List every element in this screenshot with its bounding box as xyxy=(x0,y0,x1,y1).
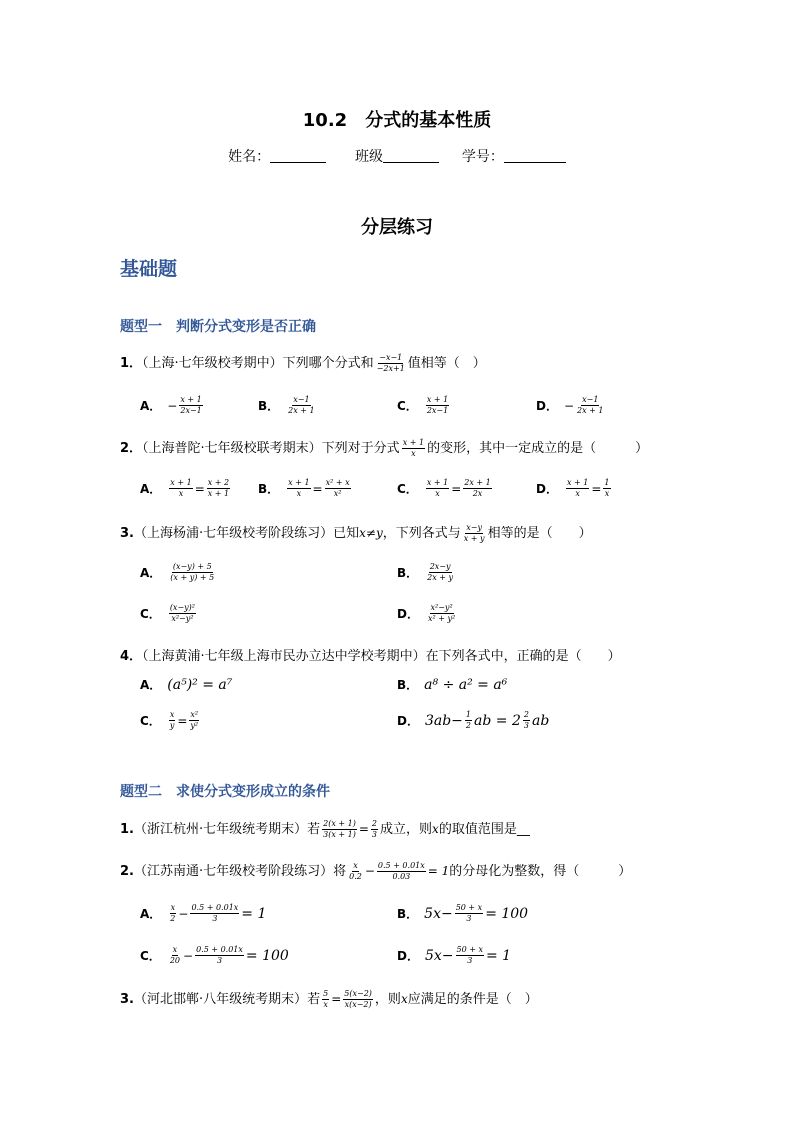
option-label: A． xyxy=(140,566,162,580)
s1-q4-option-d[interactable] xyxy=(397,710,549,731)
section1-heading: 题型一 判断分式变形是否正确 xyxy=(120,319,316,335)
frac-den: 2x + 1 xyxy=(288,406,315,415)
frac-num: 1 xyxy=(604,478,610,487)
option-expr: (a⁵)² = a⁷ xyxy=(167,676,233,693)
option-left-fraction xyxy=(169,710,176,731)
frac-num: 0.5 + 0.01x xyxy=(196,945,243,954)
question-text: （上海黄浦·七年级上海市民办立达中学校考期中）在下列各式中，正确的是（ ） xyxy=(142,649,621,664)
option-label: D． xyxy=(536,482,558,496)
frac-den: 2x−1 xyxy=(180,406,202,415)
class-label: 班级 xyxy=(355,149,383,165)
s1-q3-option-c[interactable] xyxy=(140,603,198,624)
option-fraction xyxy=(287,395,315,416)
s1-q1-option-d[interactable] xyxy=(536,395,607,416)
name-label: 姓名： xyxy=(228,149,271,165)
name-blank[interactable] xyxy=(270,148,326,163)
stem-fraction xyxy=(402,438,425,459)
question-tail: 相等的是（ ） xyxy=(487,526,592,541)
stem-fraction xyxy=(376,353,406,374)
frac-num: x + 1 xyxy=(170,478,192,487)
s2-q1-stem xyxy=(120,818,530,840)
option-fraction-a xyxy=(169,945,181,966)
frac-den: x² xyxy=(333,489,342,498)
s2-q2-option-d[interactable] xyxy=(397,945,511,966)
frac-den: 2x−1 xyxy=(426,406,449,415)
frac-den: 0.2 xyxy=(349,872,362,881)
s2-q3-stem xyxy=(120,988,538,1010)
question-tail-2: 的取值范围是__ xyxy=(438,822,530,837)
option-label: A． xyxy=(140,399,162,413)
option-prefix: 5x− xyxy=(424,905,453,922)
frac-num: 2 xyxy=(523,710,529,719)
frac-den: x xyxy=(575,489,580,498)
s1-q1-option-a[interactable] xyxy=(140,395,205,416)
frac-den: 20 xyxy=(169,956,180,965)
option-fraction xyxy=(179,395,202,416)
option-fraction xyxy=(465,710,472,731)
option-left-fraction xyxy=(426,478,449,499)
frac-num: 2x−y xyxy=(429,562,451,571)
option-expr: a⁸ ÷ a² = a⁶ xyxy=(424,676,508,693)
page-title: 10.2 分式的基本性质 xyxy=(302,110,492,131)
frac-num: x xyxy=(169,710,175,719)
frac-num: 1 xyxy=(465,710,472,719)
equals-sign: = xyxy=(358,822,369,836)
option-fraction-a xyxy=(169,903,176,924)
frac-num: (x−y) + 5 xyxy=(172,562,212,571)
option-label: D． xyxy=(536,399,558,413)
question-number: 3. xyxy=(120,526,134,541)
question-number: 2. xyxy=(120,864,134,879)
section-title: 分层练习 xyxy=(361,217,433,238)
level-heading: 基础题 xyxy=(120,258,178,280)
variable: x xyxy=(432,822,439,836)
option-label: C． xyxy=(140,714,161,728)
frac-num: x + 1 xyxy=(426,478,449,487)
s1-q4-option-a[interactable] xyxy=(140,676,232,693)
frac-den: 2x + y xyxy=(427,573,454,582)
question-text: （上海普陀·七年级校联考期末）下列对于分式 xyxy=(142,441,400,456)
right-fraction xyxy=(343,989,373,1010)
frac-den: x² + y² xyxy=(427,614,456,623)
frac-den: 2x xyxy=(472,489,483,498)
frac-num: x²−y² xyxy=(430,603,453,612)
question-tail: 的分母化为整数，得（ ） xyxy=(449,864,632,879)
frac-den: 3 xyxy=(466,914,472,923)
frac-num: x + 2 xyxy=(207,478,230,487)
frac-num: x xyxy=(353,861,358,870)
frac-num: (x−y)² xyxy=(169,603,195,612)
question-number: 2． xyxy=(120,441,143,456)
option-label: A． xyxy=(140,678,162,692)
frac-den: 3(x + 1) xyxy=(323,830,356,839)
frac-den: x + y xyxy=(463,534,485,543)
variable: x xyxy=(400,992,408,1006)
option-right-fraction xyxy=(325,478,351,499)
frac-num: x + 1 xyxy=(180,395,202,404)
frac-den: y² xyxy=(190,721,199,730)
option-fraction-2 xyxy=(523,710,530,731)
option-fraction-b xyxy=(455,903,483,924)
option-prefix: 5x− xyxy=(424,947,454,964)
equation-rhs: = 1 xyxy=(427,864,450,878)
option-right-fraction xyxy=(207,478,230,499)
frac-den: 3 xyxy=(523,721,529,730)
equals-sign: = xyxy=(312,481,323,496)
option-right-fraction xyxy=(189,710,199,731)
id-label: 学号： xyxy=(461,149,504,165)
s1-q2-option-d[interactable] xyxy=(536,478,613,499)
s1-q1-option-c[interactable] xyxy=(397,395,451,416)
frac-num: x + 1 xyxy=(288,478,310,487)
minus-sign: − xyxy=(178,906,189,921)
frac-num: 0.5 + 0.01x xyxy=(377,861,425,870)
equals-sign: = xyxy=(591,481,602,496)
question-text: （浙江杭州·七年级统考期末）若 xyxy=(133,822,321,837)
s1-q3-option-b[interactable] xyxy=(397,562,456,583)
frac-num: 5 xyxy=(323,989,329,998)
s1-q3-option-a[interactable] xyxy=(140,562,217,583)
frac-den: −2x+1 xyxy=(376,364,405,373)
frac-den: 3 xyxy=(467,956,473,965)
option-left-fraction xyxy=(566,478,589,499)
option-left-fraction xyxy=(169,478,192,499)
option-rhs: = 100 xyxy=(245,947,289,964)
option-fraction xyxy=(426,562,454,583)
option-sign: − xyxy=(563,398,575,413)
frac-den: 2x + 1 xyxy=(577,406,604,415)
frac-num: 50 + x xyxy=(455,903,483,912)
question-tail-2: 应满足的条件是（ ） xyxy=(407,992,538,1007)
s1-q2-option-c[interactable] xyxy=(397,478,494,499)
s1-q2-stem xyxy=(120,437,648,459)
option-label: B． xyxy=(258,482,280,496)
stem-fraction xyxy=(463,523,486,544)
option-rhs: = 1 xyxy=(486,947,512,964)
frac-num: x xyxy=(172,945,178,954)
option-label: B． xyxy=(258,399,280,413)
option-rhs: = 100 xyxy=(485,905,529,922)
question-number: 1. xyxy=(120,822,134,837)
option-label: A． xyxy=(140,482,162,496)
option-label: C． xyxy=(140,607,161,621)
option-rhs: = 1 xyxy=(241,905,267,922)
frac-num: −x−1 xyxy=(379,353,403,362)
section2-heading: 题型二 求使分式变形成立的条件 xyxy=(120,784,330,800)
question-tail: 值相等（ ） xyxy=(407,356,486,371)
option-label: D． xyxy=(397,949,419,963)
question-text: （河北邯郸·八年级统考期末）若 xyxy=(133,992,321,1007)
option-fraction xyxy=(169,562,215,583)
fraction-2 xyxy=(377,861,426,882)
option-fraction xyxy=(426,395,449,416)
s2-q2-option-c[interactable] xyxy=(140,945,289,966)
frac-num: x² + x xyxy=(325,478,350,487)
frac-num: x + 1 xyxy=(402,438,425,447)
equals-sign: = xyxy=(194,481,205,496)
frac-den: x xyxy=(178,489,184,498)
frac-num: x xyxy=(170,903,176,912)
right-fraction xyxy=(371,819,378,840)
frac-den: 0.03 xyxy=(392,872,411,881)
option-label: C． xyxy=(397,399,418,413)
question-text: （上海·七年级校考期中）下列哪个分式和 xyxy=(142,356,374,371)
left-fraction xyxy=(322,819,357,840)
question-tail: 成立，则 xyxy=(380,822,433,837)
student-info-line xyxy=(0,146,794,166)
option-label: B． xyxy=(397,566,419,580)
frac-num: x² xyxy=(190,710,199,719)
s1-q2-option-a[interactable] xyxy=(140,478,232,499)
option-label: A． xyxy=(140,907,162,921)
s1-q2-option-b[interactable] xyxy=(258,478,353,499)
question-tail: ，则 xyxy=(374,992,401,1007)
frac-num: 0.5 + 0.01x xyxy=(191,903,239,912)
fraction-1 xyxy=(348,861,363,882)
option-right-fraction xyxy=(603,478,610,499)
class-blank[interactable] xyxy=(383,148,439,163)
option-sign: − xyxy=(167,398,178,413)
frac-num: x + 1 xyxy=(566,478,589,487)
option-fraction xyxy=(427,603,456,624)
frac-den: x xyxy=(435,489,440,498)
s2-q2-option-a[interactable] xyxy=(140,903,266,924)
s1-q3-option-d[interactable] xyxy=(397,603,458,624)
question-number: 1． xyxy=(120,356,143,371)
option-right-fraction xyxy=(463,478,491,499)
option-fraction-b xyxy=(190,903,239,924)
s1-q4-option-b[interactable] xyxy=(397,676,507,693)
frac-num: 2(x + 1) xyxy=(323,819,356,828)
option-expr-mid: ab = 2 xyxy=(474,712,521,729)
left-fraction xyxy=(322,989,329,1010)
option-left-fraction xyxy=(287,478,310,499)
frac-den: x xyxy=(604,489,610,498)
option-label: D． xyxy=(397,607,419,621)
s1-q1-stem xyxy=(120,352,486,374)
id-blank[interactable] xyxy=(504,148,566,163)
option-label: C． xyxy=(397,482,418,496)
question-tail: 的变形，其中一定成立的是（ ） xyxy=(427,441,649,456)
equals-sign: = xyxy=(177,713,188,728)
frac-den: 3 xyxy=(216,956,223,965)
frac-num: 5(x−2) xyxy=(344,989,372,998)
frac-num: x + 1 xyxy=(426,395,449,404)
option-label: D． xyxy=(397,714,419,728)
minus-sign: − xyxy=(364,864,375,878)
frac-num: x−1 xyxy=(293,395,310,404)
question-text: （上海杨浦·七年级校考阶段练习）已知 xyxy=(133,526,360,541)
option-fraction-b xyxy=(195,945,244,966)
option-expr-right: ab xyxy=(531,712,550,729)
s1-q4-option-c[interactable] xyxy=(140,710,201,731)
option-expr-left: 3ab− xyxy=(424,712,463,729)
frac-den: 3 xyxy=(371,830,378,839)
frac-den: x(x−2) xyxy=(344,1000,372,1009)
frac-num: 50 + x xyxy=(456,945,483,954)
frac-den: x + 1 xyxy=(207,489,230,498)
option-label: C． xyxy=(140,949,161,963)
minus-sign: − xyxy=(183,948,194,963)
frac-den: (x + y) + 5 xyxy=(170,573,215,582)
question-text: （江苏南通·七年级校考阶段练习）将 xyxy=(133,864,347,879)
question-number: 4． xyxy=(120,649,143,664)
option-fraction xyxy=(576,395,604,416)
s1-q3-stem xyxy=(120,522,592,544)
frac-den: x xyxy=(323,1000,328,1009)
frac-den: x xyxy=(296,489,302,498)
equals-sign: = xyxy=(451,481,462,496)
s1-q1-option-b[interactable] xyxy=(258,395,318,416)
frac-num: 2x + 1 xyxy=(464,478,491,487)
question-text-2: ，下列各式与 xyxy=(382,526,461,541)
option-label: B． xyxy=(397,678,419,692)
question-number: 3. xyxy=(120,992,134,1007)
option-label: B． xyxy=(397,907,419,921)
frac-num: 2 xyxy=(371,819,378,828)
frac-den: 2 xyxy=(170,914,176,923)
condition-expr: x≠y xyxy=(359,526,383,540)
equals-sign: = xyxy=(331,992,342,1006)
frac-den: x xyxy=(411,449,416,458)
s2-q2-stem xyxy=(120,860,631,882)
frac-den: 2 xyxy=(465,721,472,730)
option-fraction-b xyxy=(456,945,484,966)
frac-den: y xyxy=(169,721,175,730)
frac-den: x²−y² xyxy=(171,614,194,623)
frac-num: x−1 xyxy=(582,395,599,404)
option-fraction xyxy=(169,603,196,624)
s2-q2-option-b[interactable] xyxy=(397,903,528,924)
frac-den: 3 xyxy=(212,914,218,923)
s1-q4-stem xyxy=(120,645,621,664)
frac-num: x−y xyxy=(466,523,483,532)
